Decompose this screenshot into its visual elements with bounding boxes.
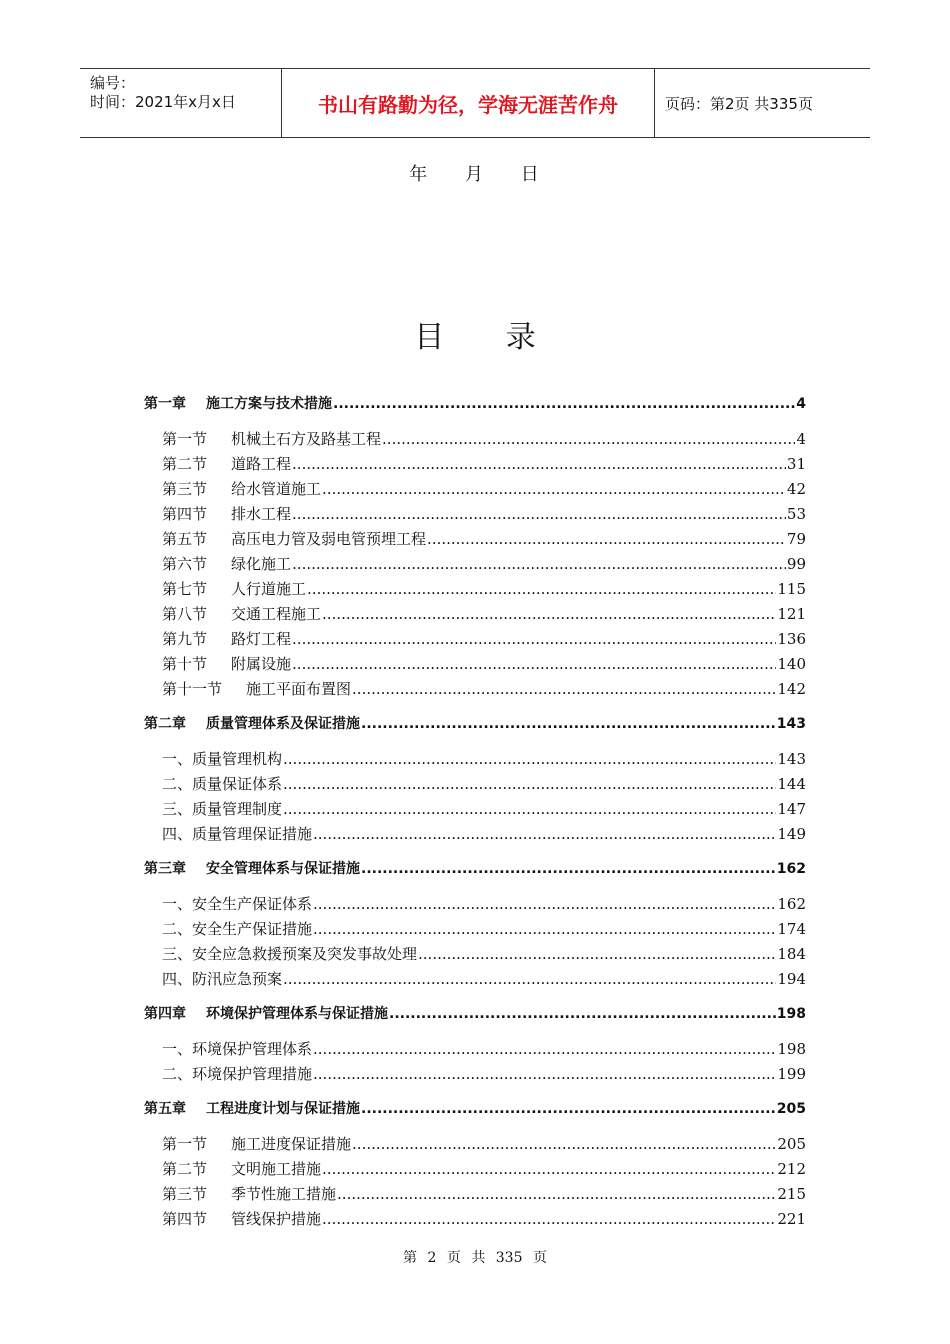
toc-entry-page: 198 xyxy=(776,1006,806,1022)
toc-leader-dots xyxy=(361,716,776,732)
toc-entry-page: 143 xyxy=(776,716,806,732)
footer-di: 第 xyxy=(403,1250,418,1266)
toc-entry-label: 第四节 xyxy=(162,1210,208,1228)
toc-entry-page: 162 xyxy=(777,895,806,913)
toc-entry-label: 第二节 xyxy=(162,1160,208,1178)
toc-chapter-entry[interactable] xyxy=(144,713,806,733)
toc-entry-title: 施工进度保证措施 xyxy=(231,1135,352,1153)
toc-entry-page: 4 xyxy=(796,396,806,412)
toc-entry-label: 第五章 xyxy=(144,1101,186,1117)
toc-entry-title: 高压电力管及弱电管预埋工程 xyxy=(231,530,427,548)
toc-leader-dots xyxy=(361,861,776,877)
toc-leader-dots xyxy=(322,480,786,498)
toc-section-entry[interactable] xyxy=(162,578,806,599)
toc-section-entry[interactable] xyxy=(162,653,806,674)
toc-entry-title: 附属设施 xyxy=(231,655,292,673)
toc-entry-label: 第三章 xyxy=(144,861,186,877)
toc-section-entry[interactable] xyxy=(162,1063,806,1084)
toc-entry-title: 一、安全生产保证体系 xyxy=(162,895,313,913)
toc-leader-dots xyxy=(427,530,786,548)
toc-entry-page: 212 xyxy=(777,1160,806,1178)
toc-entry-title: 二、安全生产保证措施 xyxy=(162,920,313,938)
footer-total-pages: 335 xyxy=(495,1250,523,1266)
toc-entry-page: 215 xyxy=(777,1185,806,1203)
header-motto: 书山有路勤为径，学海无涯苦作舟 xyxy=(282,69,655,137)
toc-leader-dots xyxy=(313,920,776,938)
toc-entry-page: 136 xyxy=(777,630,806,648)
toc-entry-title: 机械土石方及路基工程 xyxy=(231,430,382,448)
toc-section-entry[interactable] xyxy=(162,893,806,914)
toc-entry-page: 121 xyxy=(777,605,806,623)
toc-entry-page: 162 xyxy=(776,861,806,877)
toc-leader-dots xyxy=(333,396,795,412)
toc-section-entry[interactable] xyxy=(162,798,806,819)
toc-entry-page: 143 xyxy=(777,750,806,768)
toc-section-entry[interactable] xyxy=(162,1183,806,1204)
toc-entry-title: 二、环境保护管理措施 xyxy=(162,1065,313,1083)
toc-entry-title: 三、质量管理制度 xyxy=(162,800,283,818)
date-line xyxy=(0,160,950,186)
toc-entry-title: 交通工程施工 xyxy=(231,605,322,623)
toc-entry-page: 99 xyxy=(786,555,806,573)
toc-entry-label: 第三节 xyxy=(162,1185,208,1203)
page-footer xyxy=(0,1247,950,1267)
footer-page-number: 2 xyxy=(427,1250,437,1266)
toc-section-entry[interactable] xyxy=(162,603,806,624)
toc-entry-label: 第一节 xyxy=(162,1135,208,1153)
toc-title-char-2: 录 xyxy=(505,320,536,355)
toc-leader-dots xyxy=(307,580,776,598)
toc-section-entry[interactable] xyxy=(162,748,806,769)
toc-leader-dots xyxy=(292,555,786,573)
toc-leader-dots xyxy=(283,750,776,768)
toc-entry-page: 174 xyxy=(777,920,806,938)
toc-entry-label: 第七节 xyxy=(162,580,208,598)
toc-leader-dots xyxy=(313,895,776,913)
toc-section-entry[interactable] xyxy=(162,628,806,649)
toc-entry-title: 排水工程 xyxy=(231,505,292,523)
toc-leader-dots xyxy=(292,505,786,523)
toc-leader-dots xyxy=(352,680,776,698)
footer-ye-2: 页 xyxy=(532,1250,547,1266)
toc-leader-dots xyxy=(283,970,776,988)
toc-entry-title: 环境保护管理体系与保证措施 xyxy=(206,1006,388,1022)
toc-entry-title: 管线保护措施 xyxy=(231,1210,322,1228)
toc-leader-dots xyxy=(337,1185,776,1203)
toc-entry-title: 四、质量管理保证措施 xyxy=(162,825,313,843)
header-page-info: 页码：第2页 共335页 xyxy=(665,94,813,113)
toc-leader-dots xyxy=(283,775,776,793)
toc-section-entry[interactable] xyxy=(162,428,806,449)
toc-chapter-entry[interactable] xyxy=(144,1098,806,1118)
toc-entry-title: 工程进度计划与保证措施 xyxy=(206,1101,360,1117)
code-label: 编号： xyxy=(90,74,136,92)
toc-entry-page: 205 xyxy=(776,1101,806,1117)
toc-leader-dots xyxy=(283,800,776,818)
toc-leader-dots xyxy=(322,605,776,623)
footer-gong: 共 xyxy=(471,1250,486,1266)
toc-entry-label: 第八节 xyxy=(162,605,208,623)
toc-leader-dots xyxy=(322,1160,776,1178)
toc-entry-page: 147 xyxy=(777,800,806,818)
toc-entry-page: 4 xyxy=(796,430,806,448)
toc-entry-page: 115 xyxy=(777,580,806,598)
toc-entry-title: 给水管道施工 xyxy=(231,480,322,498)
date-month: 月 xyxy=(465,164,485,185)
toc-entry-label: 第九节 xyxy=(162,630,208,648)
toc-entry-page: 42 xyxy=(786,480,806,498)
toc-section-entry[interactable] xyxy=(162,968,806,989)
toc-entry-label: 第六节 xyxy=(162,555,208,573)
toc-leader-dots xyxy=(292,455,786,473)
toc-entry-page: 144 xyxy=(777,775,806,793)
toc-entry-title: 一、质量管理机构 xyxy=(162,750,283,768)
toc-entry-page: 142 xyxy=(777,680,806,698)
footer-ye: 页 xyxy=(446,1250,461,1266)
toc-section-entry[interactable] xyxy=(162,823,806,844)
time-label: 时间：2021年x月x日 xyxy=(90,93,236,111)
toc-entry-label: 第一章 xyxy=(144,396,186,412)
toc-entry-title: 施工平面布置图 xyxy=(246,680,352,698)
toc-entry-page: 184 xyxy=(777,945,806,963)
toc-entry-page: 199 xyxy=(777,1065,806,1083)
toc-leader-dots xyxy=(352,1135,776,1153)
toc-entry-title: 二、质量保证体系 xyxy=(162,775,283,793)
toc-entry-label: 第二章 xyxy=(144,716,186,732)
toc-section-entry[interactable] xyxy=(162,528,806,549)
toc-leader-dots xyxy=(313,825,776,843)
toc-entry-label: 第三节 xyxy=(162,480,208,498)
toc-entry-page: 53 xyxy=(786,505,806,523)
toc-section-entry[interactable] xyxy=(162,678,806,699)
toc-entry-title: 文明施工措施 xyxy=(231,1160,322,1178)
toc-section-entry[interactable] xyxy=(162,1208,806,1229)
toc-entry-title: 绿化施工 xyxy=(231,555,292,573)
toc-entry-label: 第十节 xyxy=(162,655,208,673)
date-day: 日 xyxy=(520,164,541,185)
toc-entry-label: 第十一节 xyxy=(162,680,223,698)
toc-entry-page: 149 xyxy=(777,825,806,843)
toc-entry-label: 第四节 xyxy=(162,505,208,523)
toc-entry-title: 施工方案与技术措施 xyxy=(206,396,332,412)
toc-leader-dots xyxy=(292,630,776,648)
toc-leader-dots xyxy=(292,655,776,673)
toc-entry-title: 安全管理体系与保证措施 xyxy=(206,861,360,877)
toc-section-entry[interactable] xyxy=(162,918,806,939)
toc-entry-title: 一、环境保护管理体系 xyxy=(162,1040,313,1058)
toc-leader-dots xyxy=(322,1210,776,1228)
toc-leader-dots xyxy=(382,430,795,448)
toc-entry-title: 四、防汛应急预案 xyxy=(162,970,283,988)
toc-entry-page: 140 xyxy=(777,655,806,673)
document-header xyxy=(80,68,870,138)
toc-entry-title: 道路工程 xyxy=(231,455,292,473)
toc-chapter-entry[interactable] xyxy=(144,393,806,413)
toc-entry-page: 194 xyxy=(777,970,806,988)
toc-title-char-1: 目 xyxy=(414,320,445,355)
toc-section-entry[interactable] xyxy=(162,1038,806,1059)
toc-entry-title: 路灯工程 xyxy=(231,630,292,648)
toc-leader-dots xyxy=(418,945,776,963)
date-year: 年 xyxy=(409,164,430,185)
toc-entry-page: 205 xyxy=(777,1135,806,1153)
toc-entry-title: 质量管理体系及保证措施 xyxy=(206,716,360,732)
toc-title xyxy=(0,312,950,356)
toc-entry-title: 人行道施工 xyxy=(231,580,307,598)
toc-section-entry[interactable] xyxy=(162,773,806,794)
toc-section-entry[interactable] xyxy=(162,453,806,474)
header-meta-cell xyxy=(80,69,282,137)
toc-section-entry[interactable] xyxy=(162,553,806,574)
toc-leader-dots xyxy=(389,1006,776,1022)
toc-section-entry[interactable] xyxy=(162,1133,806,1154)
toc-entry-label: 第五节 xyxy=(162,530,208,548)
toc-chapter-entry[interactable] xyxy=(144,1003,806,1023)
toc-entry-label: 第二节 xyxy=(162,455,208,473)
toc-entry-title: 季节性施工措施 xyxy=(231,1185,337,1203)
toc-entry-page: 221 xyxy=(777,1210,806,1228)
toc-entry-title: 三、安全应急救援预案及突发事故处理 xyxy=(162,945,418,963)
toc-leader-dots xyxy=(313,1040,776,1058)
toc-section-entry[interactable] xyxy=(162,478,806,499)
toc-entry-label: 第一节 xyxy=(162,430,208,448)
toc-leader-dots xyxy=(313,1065,776,1083)
toc-leader-dots xyxy=(361,1101,776,1117)
toc-entry-page: 79 xyxy=(786,530,806,548)
toc-section-entry[interactable] xyxy=(162,943,806,964)
toc-entry-label: 第四章 xyxy=(144,1006,186,1022)
toc-section-entry[interactable] xyxy=(162,503,806,524)
toc-chapter-entry[interactable] xyxy=(144,858,806,878)
toc-entry-page: 31 xyxy=(786,455,806,473)
toc-entry-page: 198 xyxy=(777,1040,806,1058)
toc-section-entry[interactable] xyxy=(162,1158,806,1179)
